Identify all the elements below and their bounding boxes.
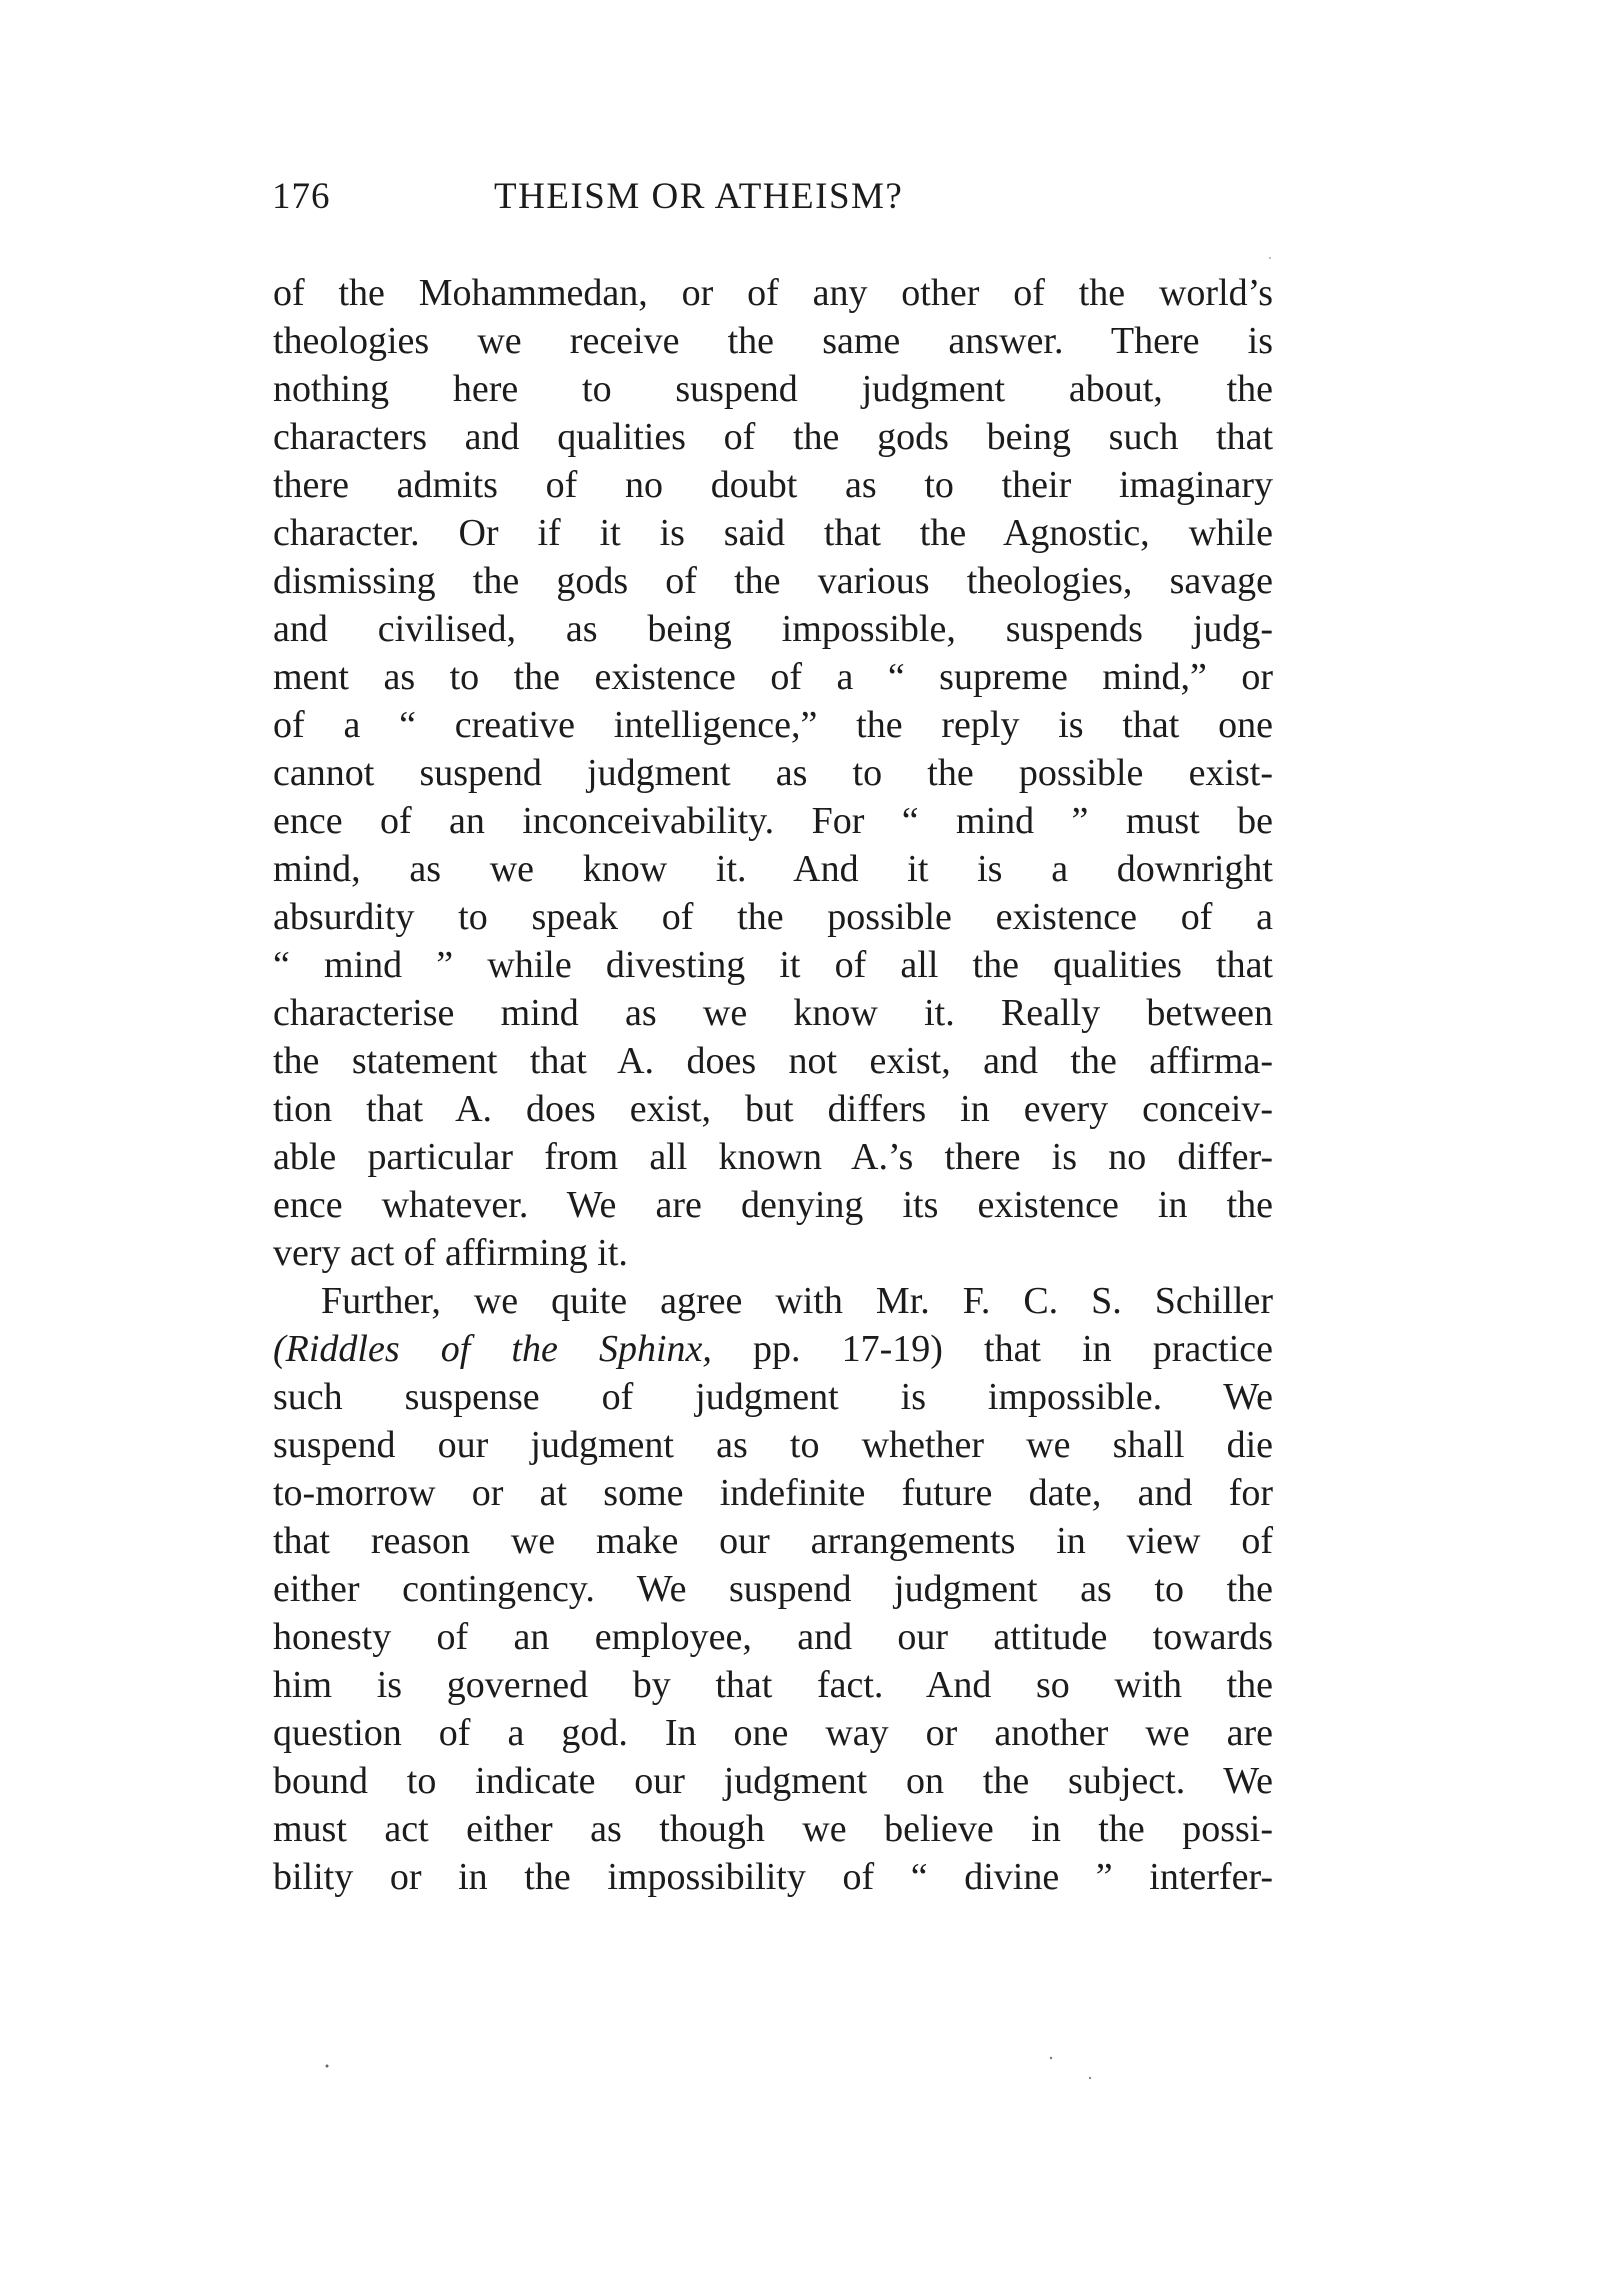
text-line: of a “ creative intelligence,” the reply is that one	[273, 704, 1273, 746]
text-line: Further, we quite agree with Mr. F. C. S. Schiller	[321, 1280, 1273, 1322]
text-line: there admits of no doubt as to their imaginary	[273, 464, 1273, 506]
text-line: either contingency. We suspend judgment as to the	[273, 1568, 1273, 1610]
text-line: theologies we receive the same answer. There is	[273, 320, 1273, 362]
text-line: ment as to the existence of a “ supreme mind,” or	[273, 656, 1273, 698]
text-line: and civilised, as being impossible, suspends judg-	[273, 608, 1273, 650]
text-line: able particular from all known A.’s there is no differ-	[273, 1136, 1273, 1178]
text-line: of the Mohammedan, or of any other of the world’s	[273, 272, 1273, 314]
speck	[326, 2065, 329, 2068]
speck	[1050, 2057, 1052, 2059]
page-number: 176	[272, 176, 331, 217]
text-line: him is governed by that fact. And so with the	[273, 1664, 1273, 1706]
text-line: question of a god. In one way or another we are	[273, 1712, 1273, 1754]
running-title: THEISM OR ATHEISM?	[494, 176, 904, 217]
speck	[1089, 2077, 1091, 2079]
text-line: characters and qualities of the gods being such that	[273, 416, 1273, 458]
text-line: absurdity to speak of the possible existence of a	[273, 896, 1273, 938]
text-line: cannot suspend judgment as to the possible exist-	[273, 752, 1273, 794]
book-title-citation: (Riddles of the Sphinx,	[273, 1328, 712, 1370]
citation-continuation: pp. 17-19) that in practice	[711, 1328, 1273, 1370]
text-line: very act of affirming it.	[273, 1232, 628, 1274]
text-line: ence of an inconceivability. For “ mind ” must be	[273, 800, 1273, 842]
text-line: the statement that A. does not exist, and the affirma-	[273, 1040, 1273, 1082]
text-line: dismissing the gods of the various theologies, savage	[273, 560, 1273, 602]
text-line: to-morrow or at some indefinite future date, and for	[273, 1472, 1273, 1514]
text-line: bility or in the impossibility of “ divine ” interfer-	[273, 1856, 1273, 1898]
text-line: ence whatever. We are denying its existence in the	[273, 1184, 1273, 1226]
text-line: such suspense of judgment is impossible. We	[273, 1376, 1273, 1418]
text-line: “ mind ” while divesting it of all the qualities that	[273, 944, 1273, 986]
text-line: characterise mind as we know it. Really between	[273, 992, 1273, 1034]
text-line: that reason we make our arrangements in view of	[273, 1520, 1273, 1562]
text-line: honesty of an employee, and our attitude towards	[273, 1616, 1273, 1658]
text-line: character. Or if it is said that the Agnostic, while	[273, 512, 1273, 554]
text-line: nothing here to suspend judgment about, the	[273, 368, 1273, 410]
text-line: must act either as though we believe in the possi-	[273, 1808, 1273, 1850]
speck	[1269, 257, 1271, 259]
text-line: suspend our judgment as to whether we shall die	[273, 1424, 1273, 1466]
text-line: bound to indicate our judgment on the subject. We	[273, 1760, 1273, 1802]
text-line: mind, as we know it. And it is a downright	[273, 848, 1273, 890]
text-line: tion that A. does exist, but differs in every conceiv-	[273, 1088, 1273, 1130]
